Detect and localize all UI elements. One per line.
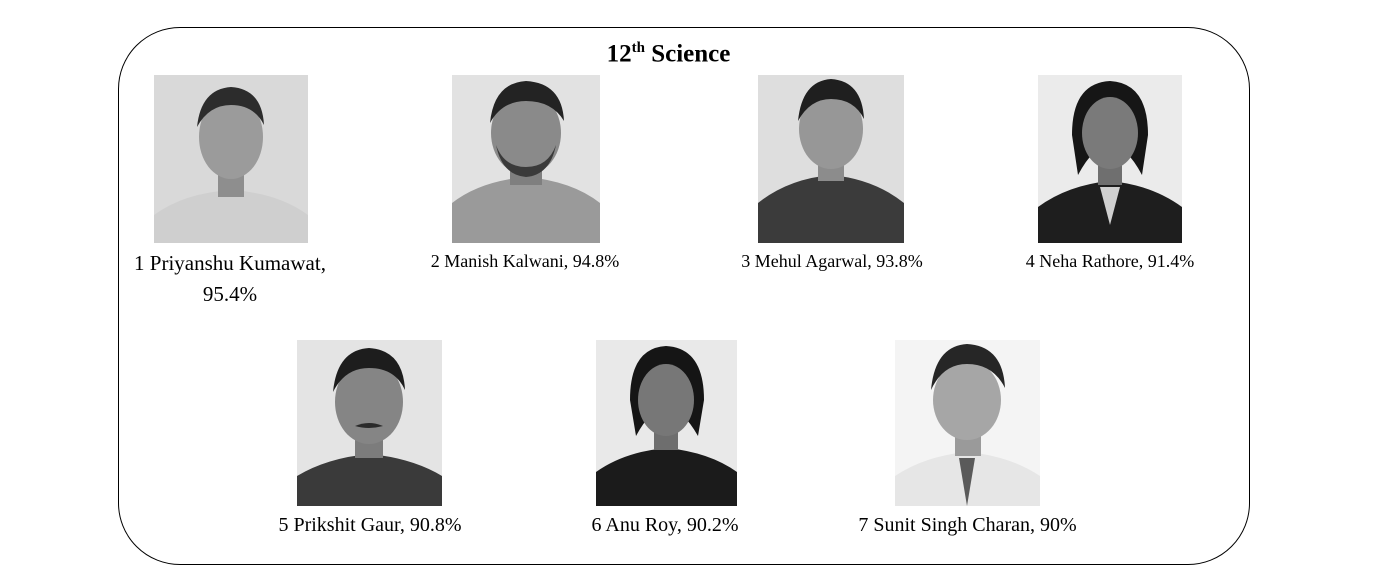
student-caption-1: 1 Priyanshu Kumawat, 95.4% bbox=[134, 251, 326, 306]
student-photo-2 bbox=[452, 75, 600, 243]
student-caption-7: 7 Sunit Singh Charan, 90% bbox=[858, 514, 1077, 536]
page-title: 12th Science bbox=[606, 40, 731, 68]
student-photo-5 bbox=[297, 340, 442, 506]
student-photo-6 bbox=[596, 340, 737, 506]
student-caption-5: 5 Prikshit Gaur, 90.8% bbox=[278, 514, 462, 536]
student-photo-3 bbox=[758, 75, 904, 243]
student-photo-4 bbox=[1038, 75, 1182, 243]
student-photo-1 bbox=[154, 75, 308, 243]
student-caption-6: 6 Anu Roy, 90.2% bbox=[591, 514, 739, 536]
student-caption-2: 2 Manish Kalwani, 94.8% bbox=[430, 251, 620, 271]
student-caption-3: 3 Mehul Agarwal, 93.8% bbox=[741, 251, 923, 271]
student-caption-4: 4 Neha Rathore, 91.4% bbox=[1025, 251, 1195, 271]
student-photo-7 bbox=[895, 340, 1040, 506]
